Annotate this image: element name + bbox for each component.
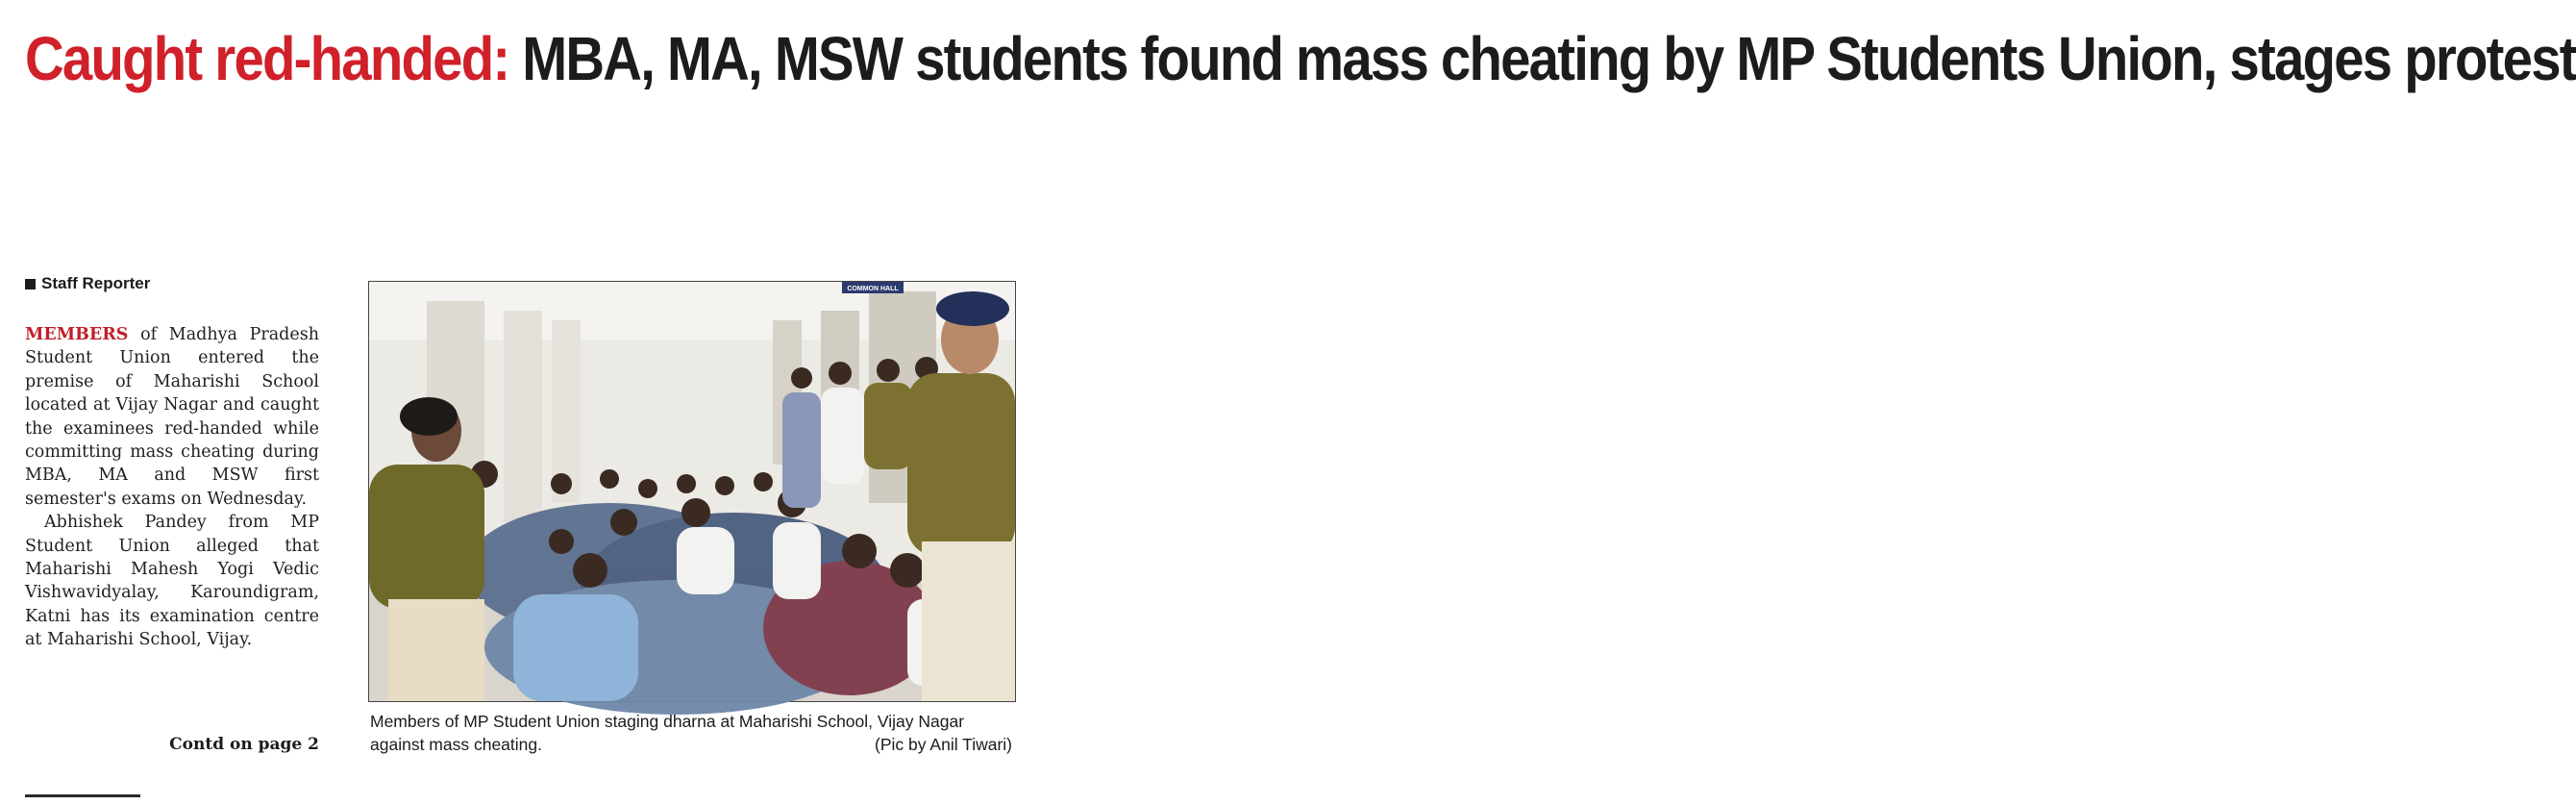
caption-text: Members of MP Student Union staging dharna at Maharishi School, Vijay Nagar against mass cheating. [370, 712, 965, 754]
story-paragraph-1 [25, 323, 319, 511]
byline [25, 274, 150, 293]
headline-rest: MBA, MA, MSW students found mass cheating by MP Students Union, stages protest [508, 24, 2576, 93]
headline [25, 21, 2576, 97]
photo-caption [370, 710, 1016, 756]
story-body [25, 323, 319, 652]
hall-sign: COMMON HALL [847, 286, 899, 292]
headline-kicker: Caught red-handed: [25, 24, 509, 93]
square-bullet-icon [25, 279, 36, 289]
story-lead-word: MEMBERS [25, 325, 129, 344]
byline-text: Staff Reporter [41, 274, 151, 292]
story-paragraph-1-text: of Madhya Pradesh Student Union entered the premise of Maharishi School located at Vijay Nagar and caught the examinees red-handed while committing mass cheating during MBA, MA and MSW first semester's exams on Wednesday. [25, 325, 319, 509]
bottom-rule [25, 794, 140, 797]
news-photo [368, 281, 1016, 702]
photo-credit: (Pic by Anil Tiwari) [875, 735, 1012, 754]
story-paragraph-2: Abhishek Pandey from MP Student Union alleged that Maharishi Mahesh Yogi Vedic Vishwavidyalay, Karoundigram, Katni has its examination centre at Maharishi School, Vijay. [25, 513, 319, 650]
continued-note: Contd on page 2 [169, 735, 319, 754]
